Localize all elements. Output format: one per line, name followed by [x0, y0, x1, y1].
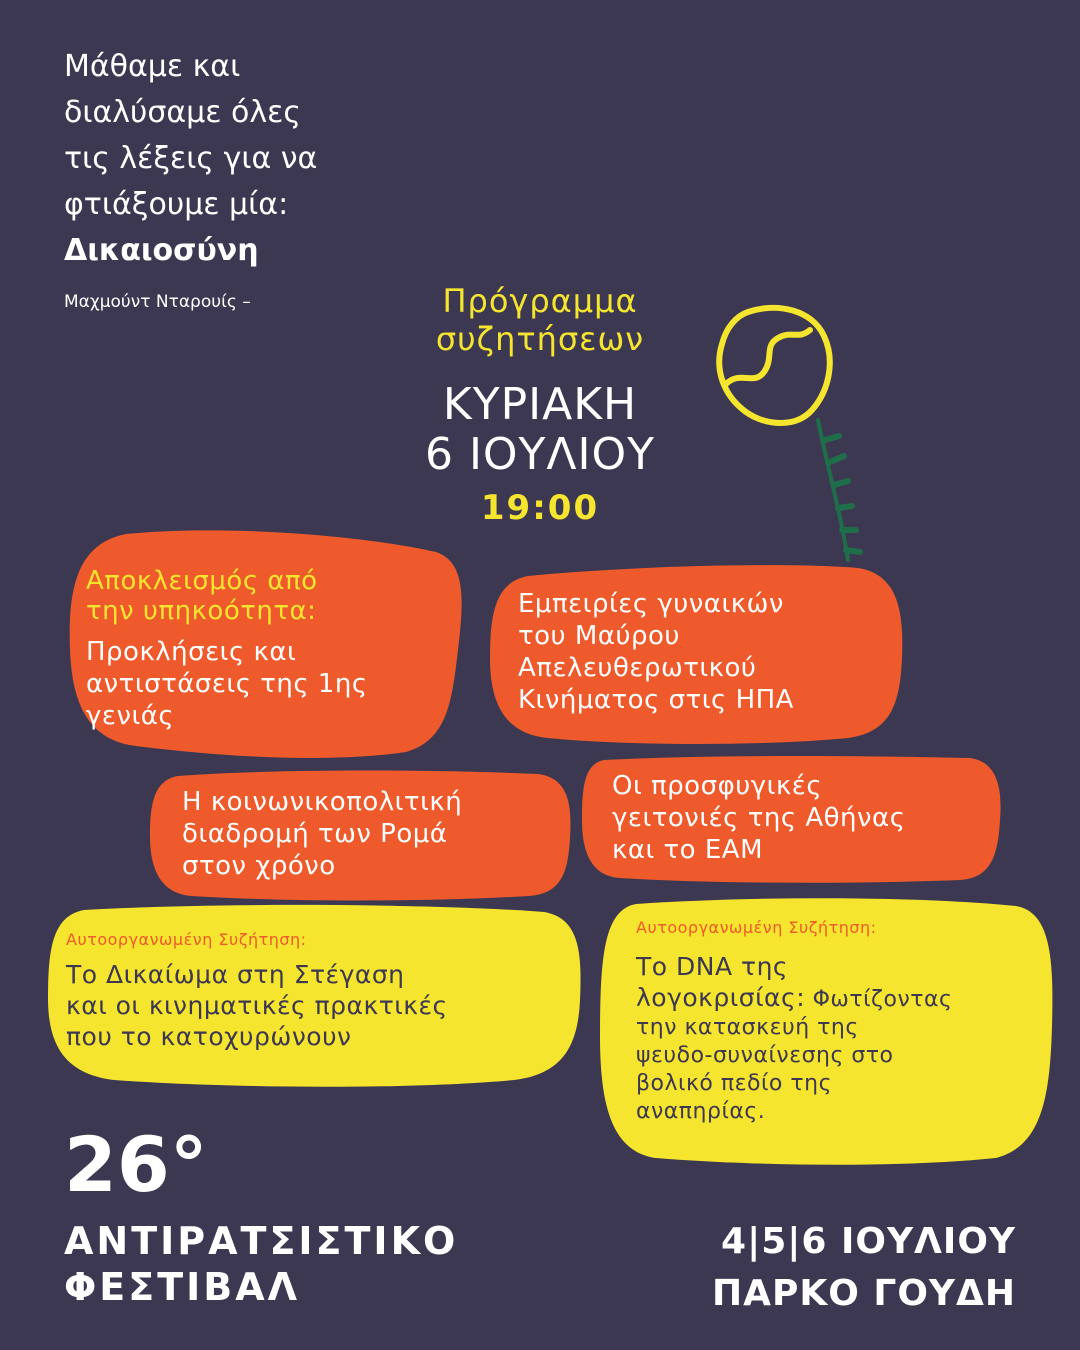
talk-heading: Αποκλεισμός από [86, 566, 318, 596]
quote [64, 44, 364, 274]
talk-text: Οι προσφυγικές [612, 771, 823, 801]
festival-place: ΠΑΡΚΟ ΓΟΥΔΗ [711, 1273, 1016, 1314]
talk-text: την κατασκευή της [636, 1015, 859, 1040]
quote-line: Μάθαμε και [64, 49, 241, 84]
talk-text: αντιστάσεις της 1ης [86, 669, 368, 699]
program-title [360, 282, 720, 358]
talk-heading: την υπηκοότητα: [86, 596, 317, 626]
quote-highlight: Δικαιοσύνη [64, 233, 259, 268]
talk-card [44, 904, 584, 1088]
talk-text: Φωτίζοντας [805, 987, 953, 1012]
talk-text: διαδρομή των Ρομά [182, 819, 448, 849]
program-title-line: Πρόγραμμα [442, 282, 638, 320]
festival-name [64, 1218, 458, 1310]
talk-label: Αυτοοργανωμένη Συζήτηση: [636, 918, 877, 937]
talk-card [488, 562, 906, 746]
talk-text: λογοκρισίας: [636, 983, 806, 1012]
talk-text: Το DNA της [636, 952, 789, 981]
quote-author: Μαχμούντ Νταρουίς – [64, 292, 251, 312]
talk-card [66, 530, 466, 760]
talk-text: αναπηρίας. [636, 1099, 766, 1124]
talk-text: στον χρόνο [182, 851, 336, 881]
talk-text: Το Δικαίωμα στη Στέγαση [66, 960, 405, 989]
talk-text: γενιάς [86, 701, 175, 731]
program-title-line: συζητήσεων [435, 320, 645, 358]
festival-dates: 4|5|6 ΙΟΥΛΙΟΥ [721, 1221, 1016, 1262]
talk-text: Κινήματος στις ΗΠΑ [518, 685, 794, 715]
talk-text: και το ΕΑΜ [612, 835, 763, 865]
quote-line: τις λέξεις για να [64, 141, 318, 176]
talk-text: Η κοινωνικοπολιτική [182, 787, 463, 817]
flower-icon [700, 300, 880, 580]
festival-info [640, 1216, 1016, 1320]
talk-label: Αυτοοργανωμένη Συζήτηση: [66, 930, 307, 949]
festival-number: 26° [64, 1120, 208, 1209]
program-day [330, 380, 750, 480]
talk-text-row [636, 982, 952, 1014]
talk-text: και οι κινηματικές πρακτικές [66, 991, 448, 1020]
quote-line: φτιάξουμε μία: [64, 187, 289, 222]
talk-card [580, 754, 1004, 884]
program-time: 19:00 [480, 488, 600, 528]
program-day-line: ΚΥΡΙΑΚΗ [442, 379, 638, 430]
program-day-line: 6 ΙΟΥΛΙΟΥ [424, 429, 656, 480]
talk-text: Εμπειρίες γυναικών [518, 589, 784, 619]
talk-text: βολικό πεδίο της [636, 1071, 832, 1096]
quote-line: διαλύσαμε όλες [64, 95, 301, 130]
festival-name-line: ΦΕΣΤΙΒΑΛ [64, 1265, 301, 1309]
talk-card [148, 768, 574, 902]
festival-name-line: ΑΝΤΙΡΑΤΣΙΣΤΙΚΟ [64, 1219, 459, 1263]
talk-card [596, 896, 1056, 1166]
talk-text: Προκλήσεις και [86, 637, 297, 667]
talk-text: που το κατοχυρώνουν [66, 1022, 352, 1051]
talk-text: Απελευθερωτικού [518, 653, 757, 683]
talk-text: ψευδο-συναίνεσης στο [636, 1043, 894, 1068]
talk-text: του Μαύρου [518, 621, 680, 651]
talk-text: γειτονιές της Αθήνας [612, 803, 906, 833]
